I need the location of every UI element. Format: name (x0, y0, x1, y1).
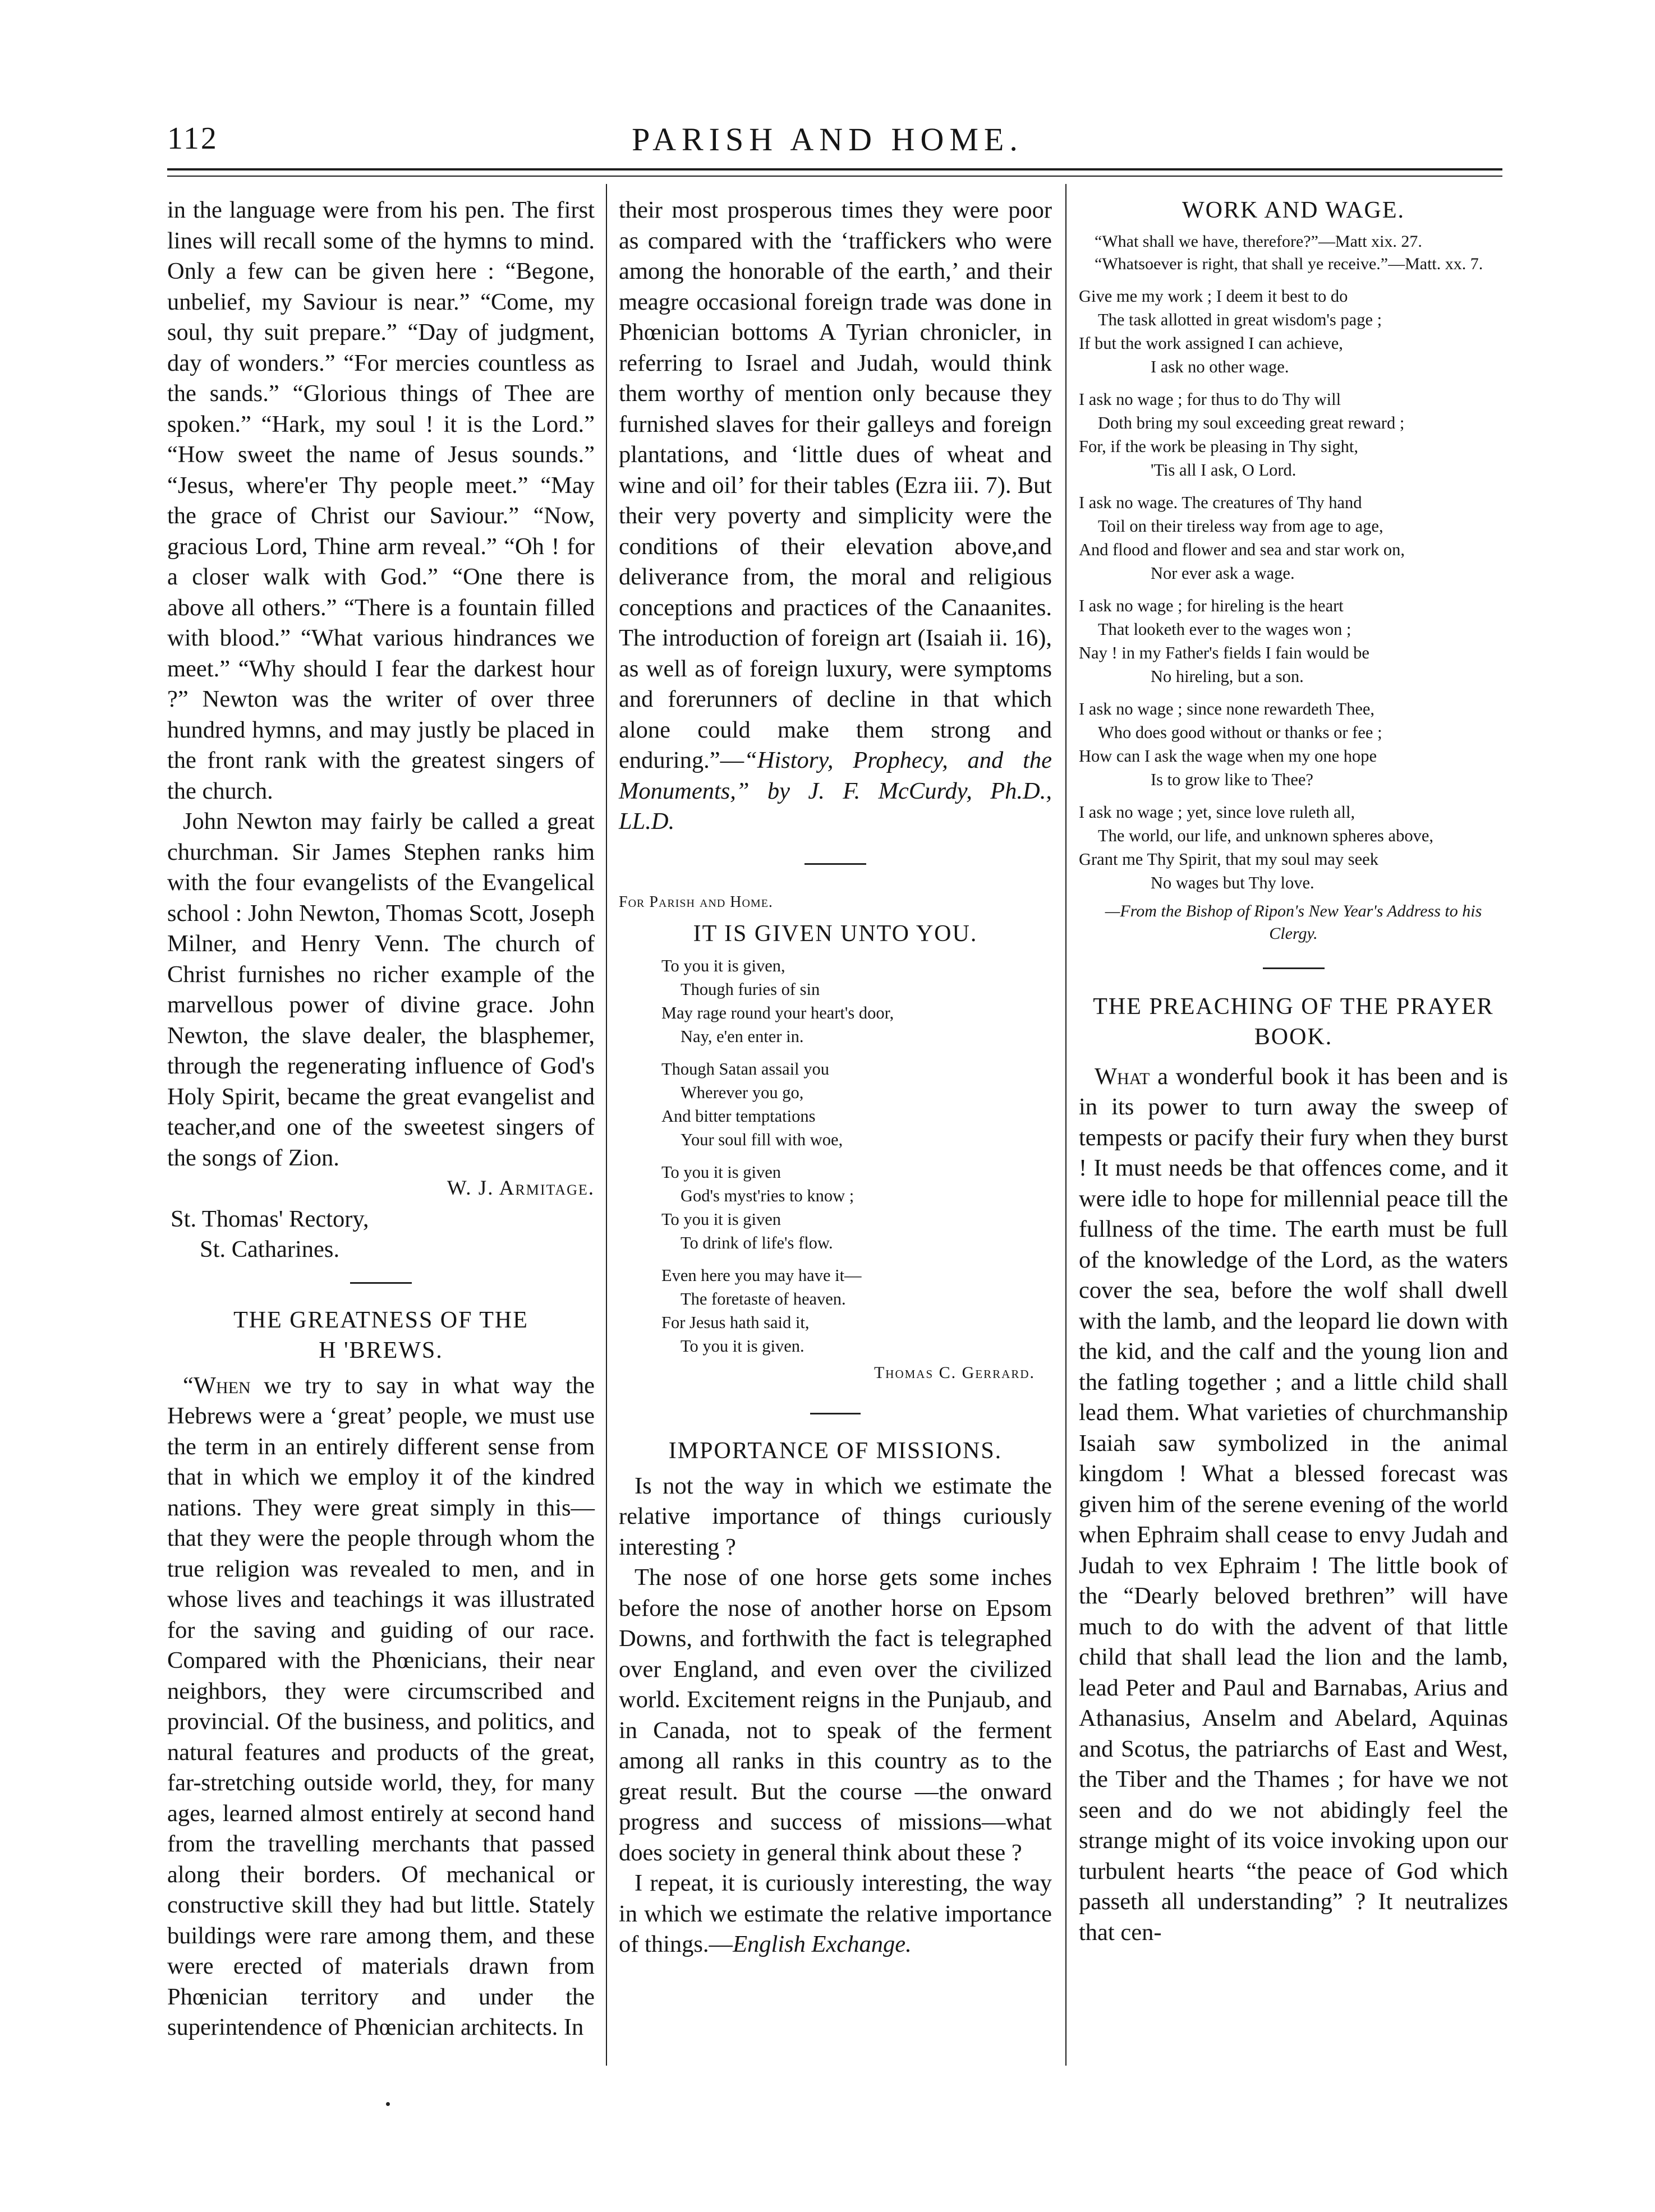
paragraph: “When we try to say in what way the Hebrews were a ‘great’ people, we must use the term in an entirely different sense from that in which we employ it of the kindred nations. They were great simply in this—that they were the people through whom the true religion was revealed to men, and in whose lives and teachings it was illustrated for the saving and guiding of our race. Compared with the Phœnicians, their near neighbors, they were circumscribed and provincial. Of the business, and politics, and natural features and products of the great, far-stretching outside world, they, for many ages, learned almost entirely at second hand from the travelling merchants that passed along their borders. Of mechanical or constructive skill they had but little. Stately buildings were rare among them, and these were erected of materials drawn from Phœnician territory and under the superintendence of Phœnician architects. In (167, 1372, 595, 2040)
poem-stanza: To you it is given God's myst'ries to know ; To you it is given To drink of life's flow. (661, 1162, 854, 1252)
running-title: PARISH AND HOME. (632, 121, 1023, 158)
paragraph: their most prosperous times they were poor as compared with the ‘traffickers who were among the honorable of the earth,’ and their meagre occasional foreign trade was done in Phœnician bottoms A Tyrian chronicler, in referring to Israel and Judah, would think them worthy of mention only because they furnished slaves for their galleys and foreign plantations, and ‘little dues of wheat and wine and oil’ for their tables (Ezra iii. 7). But their very poverty and simplicity were the conditions of their elevation above,and deliverance from, the moral and religious conceptions and practices of the Canaanites. The introduction of foreign art (Isaiah ii. 16), as well as of foreign luxury, were symptoms and forerunners of decline in that which alone could make them strong and enduring.”—“History, Prophecy, and the Monuments,” by J. F. McCurdy, Ph.D., LL.D. (619, 197, 1052, 835)
citation: “History, Prophecy, and the Monuments,” by J. F. McCurdy, Ph.D., LL.D. (619, 747, 1052, 835)
column-left (167, 195, 595, 2043)
section-heading: WORK AND WAGE. (1182, 197, 1405, 223)
poem-stanza: I ask no wage ; for thus to do Thy will Doth bring my soul exceeding great reward ; For, if the work be pleasing in Thy sight, 'Tis all I ask, O Lord. (1079, 389, 1405, 480)
section-heading: THE GREATNESS OF THE H 'BREWS. (233, 1307, 528, 1363)
byline: For Parish and Home. (619, 893, 773, 911)
poem (1079, 284, 1508, 895)
poem-stanza: To you it is given, Though furies of sin May rage round your heart's door, Nay, e'en enter in. (661, 956, 894, 1046)
poem-title: IT IS GIVEN UNTO YOU. (693, 921, 978, 947)
poem-signature: Thomas C. Gerrard. (874, 1363, 1035, 1382)
page-number: 112 (167, 121, 218, 156)
poem (619, 954, 1052, 1358)
poem-stanza: I ask no wage ; yet, since love ruleth all, The world, our life, and unknown spheres above, Grant me Thy Spirit, that my soul may seek No wages but Thy love. (1079, 802, 1433, 892)
running-header (0, 121, 1655, 165)
poem-source: —From the Bishop of Ripon's New Year's Address to his Clergy. (1105, 901, 1482, 943)
address-line: St. Thomas' Rectory, (171, 1205, 369, 1232)
section-separator (810, 1413, 861, 1414)
print-speck (386, 2102, 390, 2106)
address-line: St. Catharines. (200, 1236, 340, 1262)
poem-stanza: I ask no wage ; for hireling is the heart That looketh ever to the wages won ; Nay ! in my Father's fields I fain would be No hireling, but a son. (1079, 596, 1369, 686)
section-heading: IMPORTANCE OF MISSIONS. (668, 1438, 1003, 1464)
paragraph: I repeat, it is curiously interesting, the way in which we estimate the relative importance of things.—English Exchange. (619, 1870, 1052, 1957)
paragraph: The nose of one horse gets some inches before the nose of another horse on Epsom Downs, and forthwith the fact is telegraphed over England, and even over the civilized world. Excitement reigns in the Punjaub, and in Canada, not to speak of the ferment among all ranks in this country as to the great result. But the course —the onward progress and success of missions—what does society in general think about these ? (619, 1564, 1052, 1866)
paragraph: Is not the way in which we estimate the relative importance of things curiously interesting ? (619, 1472, 1052, 1560)
citation: English Exchange. (733, 1931, 912, 1957)
poem-stanza: Though Satan assail you Wherever you go, And bitter temptations Your soul fill with woe, (661, 1059, 843, 1149)
epigraph: “Whatsoever is right, that shall ye receive.”—Matt. xx. 7. (1095, 254, 1483, 273)
column-divider-1 (606, 184, 607, 2066)
section-separator (804, 863, 866, 865)
column-right (1079, 195, 1508, 1948)
paragraph: in the language were from his pen. The first lines will recall some of the hymns to mind. Only a few can be given here : “Begone, unbelief, my Saviour is near.” “Come, my soul, thy suit prepare.” “Day of judgment, day of wonders.” “For mercies countless as the sands.” “Glorious things of Thee are spoken.” “Hark, my soul ! it is the Lord.” “How sweet the name of Jesus sounds.” “Jesus, where'er Thy people meet.” “May the grace of Christ our Saviour.” “Now, gracious Lord, Thine arm reveal.” “Oh ! for a closer walk with God.” “One there is above all others.” “There is a fountain filled with blood.” “What various hindrances we meet.” “Why should I fear the darkest hour ?” Newton was the writer of over three hundred hymns, and may justly be placed in the front rank with the greatest singers of the church. (167, 197, 595, 804)
epigraph: “What shall we have, therefore?”—Matt xix. 27. (1095, 232, 1422, 251)
section-separator (1263, 967, 1325, 969)
signature: W. J. Armitage. (447, 1177, 595, 1200)
column-divider-2 (1065, 184, 1066, 2066)
poem-stanza: Even here you may have it— The foretaste of heaven. For Jesus hath said it, To you it is given. (661, 1265, 862, 1356)
section-separator (350, 1282, 412, 1284)
poem-stanza: I ask no wage. The creatures of Thy hand Toil on their tireless way from age to age, And flood and flower and sea and star work on, Nor ever ask a wage. (1079, 492, 1405, 583)
paragraph: What a wonderful book it has been and is in its power to turn away the sweep of tempests or pacify their fury when they burst ! It must needs be that offences come, and it were idle to hope for millennial peace till the fullness of the time. The earth must be full of the knowledge of the Lord, as the waters cover the sea, before the wolf shall dwell with the lamb, and the leopard lie down with the kid, and the calf and the young lion and the fatling together ; and a little child shall lead them. What varieties of churchmanship Isaiah saw symbolized in the animal kingdom ! What a blessed forecast was given him of the serene evening of the world when Ephraim shall cease to envy Judah and Judah to vex Ephraim ! The little book of the “Dearly beloved brethren” will have much to do with the advent of that little child that shall lead the lion and the lamb, lead Peter and Paul and Barnabas, Arius and Athanasius, Anselm and Abelard, Aquinas and Scotus, the patriarchs of East and West, the Tiber and the Thames ; for have we not seen and do we not abidingly feel the strange might of its voice invoking upon our turbulent hearts “the peace of God which passeth all understanding” ? It neutralizes that cen- (1079, 1063, 1508, 1946)
section-heading: THE PREACHING OF THE PRAYER BOOK. (1093, 993, 1494, 1050)
poem-stanza: Give me my work ; I deem it best to do The task allotted in great wisdom's page ; If but the work assigned I can achieve, I ask no other wage. (1079, 286, 1382, 376)
header-rule-top (167, 168, 1502, 170)
poem-stanza: I ask no wage ; since none rewardeth Thee, Who does good without or thanks or fee ; How can I ask the wage when my one hope Is to grow like to Thee? (1079, 699, 1382, 789)
paragraph: John Newton may fairly be called a great churchman. Sir James Stephen ranks him with the four evangelists of the Evangelical school : John Newton, Thomas Scott, Joseph Milner, and Henry Venn. The church of Christ furnishes no richer example of the marvellous power of divine grace. John Newton, the slave dealer, the blasphemer, through the regenerating influence of God's Holy Spirit, became the great evangelist and teacher,and one of the sweetest singers of the songs of Zion. (167, 808, 595, 1171)
column-middle (619, 195, 1052, 1960)
header-rule-bottom (167, 176, 1502, 177)
